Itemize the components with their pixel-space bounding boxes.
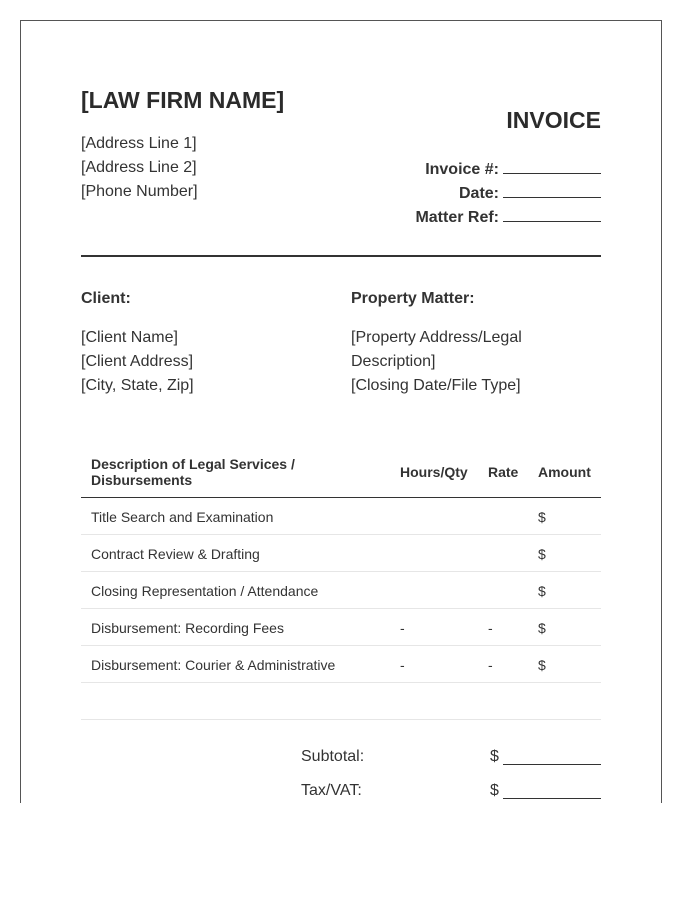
client-address: [Client Address]	[81, 353, 194, 370]
header-description: Description of Legal Services / Disbursements	[91, 456, 295, 488]
header-amount: Amount	[538, 464, 591, 480]
invoice-number-row	[425, 159, 601, 179]
header-divider	[81, 255, 601, 257]
row-amount[interactable]: $	[538, 620, 546, 636]
subtotal-field[interactable]	[503, 764, 601, 765]
table-row-empty	[81, 683, 601, 720]
row-description: Contract Review & Drafting	[91, 546, 260, 562]
table-row	[81, 646, 601, 683]
row-description: Title Search and Examination	[91, 509, 274, 525]
invoice-date-label: Date:	[458, 185, 499, 202]
property-address-line-1: [Property Address/Legal	[351, 329, 522, 346]
row-amount[interactable]: $	[538, 657, 546, 673]
subtotal-currency: $	[490, 748, 499, 765]
matter-ref-row	[415, 207, 601, 227]
invoice-page	[20, 20, 662, 803]
invoice-date-field[interactable]	[503, 183, 601, 198]
row-rate[interactable]: -	[488, 657, 493, 673]
invoice-number-label: Invoice #:	[425, 161, 499, 178]
tax-vat-currency: $	[490, 782, 499, 799]
closing-date-file-type: [Closing Date/File Type]	[351, 377, 521, 394]
tax-vat-label: Tax/VAT:	[301, 782, 362, 799]
row-hours[interactable]: -	[400, 657, 405, 673]
client-city-state-zip: [City, State, Zip]	[81, 377, 194, 394]
firm-address-line-2: [Address Line 2]	[81, 159, 197, 176]
client-name: [Client Name]	[81, 329, 178, 346]
property-address-line-2: Description]	[351, 353, 436, 370]
row-amount[interactable]: $	[538, 509, 546, 525]
row-description: Disbursement: Recording Fees	[91, 620, 284, 636]
firm-phone: [Phone Number]	[81, 183, 198, 200]
table-row	[81, 609, 601, 646]
firm-address-line-1: [Address Line 1]	[81, 135, 197, 152]
table-row	[81, 572, 601, 609]
table-row	[81, 498, 601, 535]
subtotal-label: Subtotal:	[301, 748, 365, 765]
row-description: Closing Representation / Attendance	[91, 583, 319, 599]
row-amount[interactable]: $	[538, 583, 546, 599]
matter-ref-field[interactable]	[503, 207, 601, 222]
matter-ref-label: Matter Ref:	[415, 209, 499, 226]
tax-vat-field[interactable]	[503, 798, 601, 799]
property-matter-label: Property Matter:	[351, 290, 475, 307]
row-amount[interactable]: $	[538, 546, 546, 562]
row-hours[interactable]: -	[400, 620, 405, 636]
row-description: Disbursement: Courier & Administrative	[91, 657, 336, 673]
table-row	[81, 535, 601, 572]
invoice-title: INVOICE	[506, 107, 601, 133]
invoice-date-row	[459, 183, 601, 203]
table-header	[81, 453, 601, 498]
client-label: Client:	[81, 290, 131, 307]
firm-name: [LAW FIRM NAME]	[81, 87, 285, 113]
invoice-number-field[interactable]	[503, 159, 601, 174]
header-rate: Rate	[488, 464, 519, 480]
header-hours-qty: Hours/Qty	[400, 464, 468, 480]
row-rate[interactable]: -	[488, 620, 493, 636]
